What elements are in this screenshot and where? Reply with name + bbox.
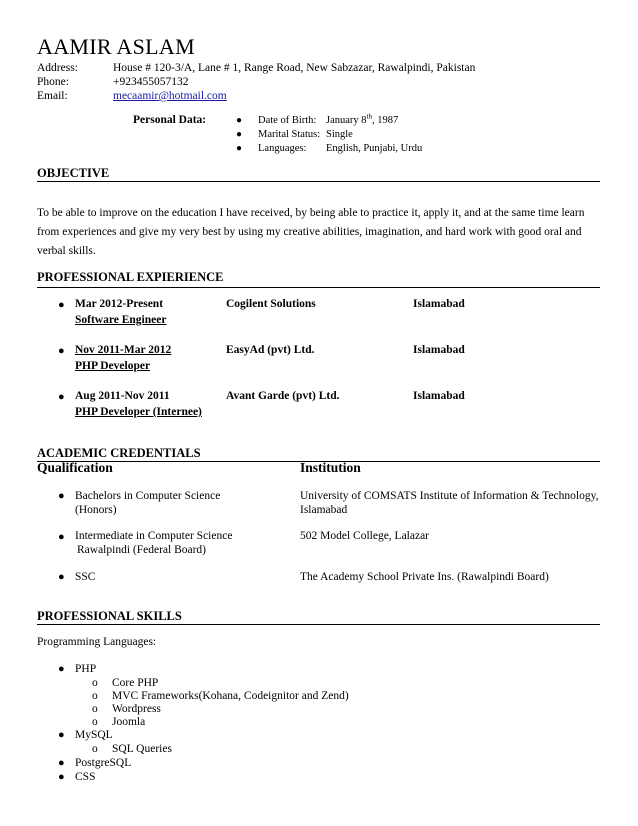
objective-heading: OBJECTIVE: [37, 166, 110, 180]
exp-title: PHP Developer (Internee): [75, 406, 202, 418]
institution-line: The Academy School Private Ins. (Rawalpindi Board): [300, 571, 549, 583]
bullet-icon: ●: [58, 571, 65, 583]
dob-prefix: January 8: [326, 115, 367, 126]
exp-title: PHP Developer: [75, 360, 151, 372]
circle-bullet-icon: o: [92, 690, 98, 702]
exp-city: Islamabad: [413, 298, 465, 310]
skill-item: CSS: [75, 771, 96, 783]
bullet-icon: ●: [236, 143, 243, 154]
personal-data-label: Personal Data:: [133, 114, 207, 126]
qualification-line: Intermediate in Computer Science: [75, 530, 233, 542]
bullet-icon: ●: [58, 663, 65, 675]
skills-intro: Programming Languages:: [37, 636, 157, 648]
institution-line: 502 Model College, Lalazar: [300, 530, 430, 542]
objective-rule: [37, 181, 600, 182]
skill-subitem: Joomla: [112, 716, 146, 728]
dob-suffix: , 1987: [371, 115, 399, 126]
phone-value: +923455057132: [113, 76, 189, 88]
address-label: Address:: [37, 62, 78, 74]
experience-rule: [37, 287, 600, 288]
bullet-icon: ●: [58, 391, 65, 403]
exp-period: Nov 2011-Mar 2012: [75, 344, 172, 356]
email-label: Email:: [37, 90, 68, 102]
skill-subitem: MVC Frameworks(Kohana, Codeignitor and Zend): [112, 690, 349, 702]
exp-period: Mar 2012-Present: [75, 298, 164, 310]
bullet-icon: ●: [236, 129, 243, 140]
bullet-icon: ●: [236, 115, 243, 126]
experience-heading: PROFESSIONAL EXPIERIENCE: [37, 270, 224, 284]
institution-line: Islamabad: [300, 504, 348, 516]
skill-subitem: Wordpress: [112, 703, 161, 715]
objective-text: To be able to improve on the education I have received, by being able to practice it, apply it, and at the same time learn from experiences and give my very best by using my creative abilities, imagination, and hard work with good oral and verbal skills.: [37, 207, 585, 257]
skill-item: MySQL: [75, 729, 113, 741]
academic-heading: ACADEMIC CREDENTIALS: [37, 446, 201, 460]
address-value: House # 120-3/A, Lane # 1, Range Road, New Sabzazar, Rawalpindi, Pakistan: [113, 62, 476, 74]
marital-value: Single: [326, 129, 353, 140]
qualification-line: Rawalpindi (Federal Board): [77, 544, 207, 556]
dob-row: [258, 112, 399, 126]
bullet-icon: ●: [58, 771, 65, 783]
exp-title: Software Engineer: [75, 314, 167, 326]
skills-heading: PROFESSIONAL SKILLS: [37, 609, 182, 623]
languages-label: Languages:: [258, 143, 307, 154]
qualification-header: Qualification: [37, 460, 113, 475]
exp-company: Cogilent Solutions: [226, 298, 316, 310]
email-link[interactable]: mecaamir@hotmail.com: [113, 90, 227, 102]
bullet-icon: ●: [58, 757, 65, 769]
circle-bullet-icon: o: [92, 743, 98, 755]
bullet-icon: ●: [58, 299, 65, 311]
bullet-icon: ●: [58, 531, 65, 543]
skill-subitem: Core PHP: [112, 677, 159, 689]
qualification-line: SSC: [75, 571, 96, 583]
skills-rule: [37, 624, 600, 625]
institution-line: University of COMSATS Institute of Information & Technology,: [300, 490, 599, 502]
languages-row: [258, 143, 422, 154]
bullet-icon: ●: [58, 729, 65, 741]
marital-label: Marital Status:: [258, 129, 321, 140]
exp-city: Islamabad: [413, 390, 465, 402]
marital-row: [258, 129, 353, 140]
exp-company: Avant Garde (pvt) Ltd.: [226, 390, 340, 402]
skill-subitem: SQL Queries: [112, 743, 172, 755]
candidate-name: AAMIR ASLAM: [37, 34, 195, 59]
qualification-line: (Honors): [75, 504, 117, 516]
dob-label: Date of Birth:: [258, 115, 317, 126]
circle-bullet-icon: o: [92, 703, 98, 715]
skill-item: PostgreSQL: [75, 757, 132, 769]
languages-value: English, Punjabi, Urdu: [326, 143, 423, 154]
skill-item: PHP: [75, 663, 97, 675]
exp-period: Aug 2011-Nov 2011: [75, 390, 170, 402]
dob-sup: th: [366, 112, 372, 121]
circle-bullet-icon: o: [92, 716, 98, 728]
exp-company: EasyAd (pvt) Ltd.: [226, 344, 315, 356]
bullet-icon: ●: [58, 345, 65, 357]
institution-header: Institution: [300, 460, 361, 475]
phone-label: Phone:: [37, 76, 69, 88]
bullet-icon: ●: [58, 490, 65, 502]
qualification-line: Bachelors in Computer Science: [75, 490, 221, 502]
circle-bullet-icon: o: [92, 677, 98, 689]
exp-city: Islamabad: [413, 344, 465, 356]
